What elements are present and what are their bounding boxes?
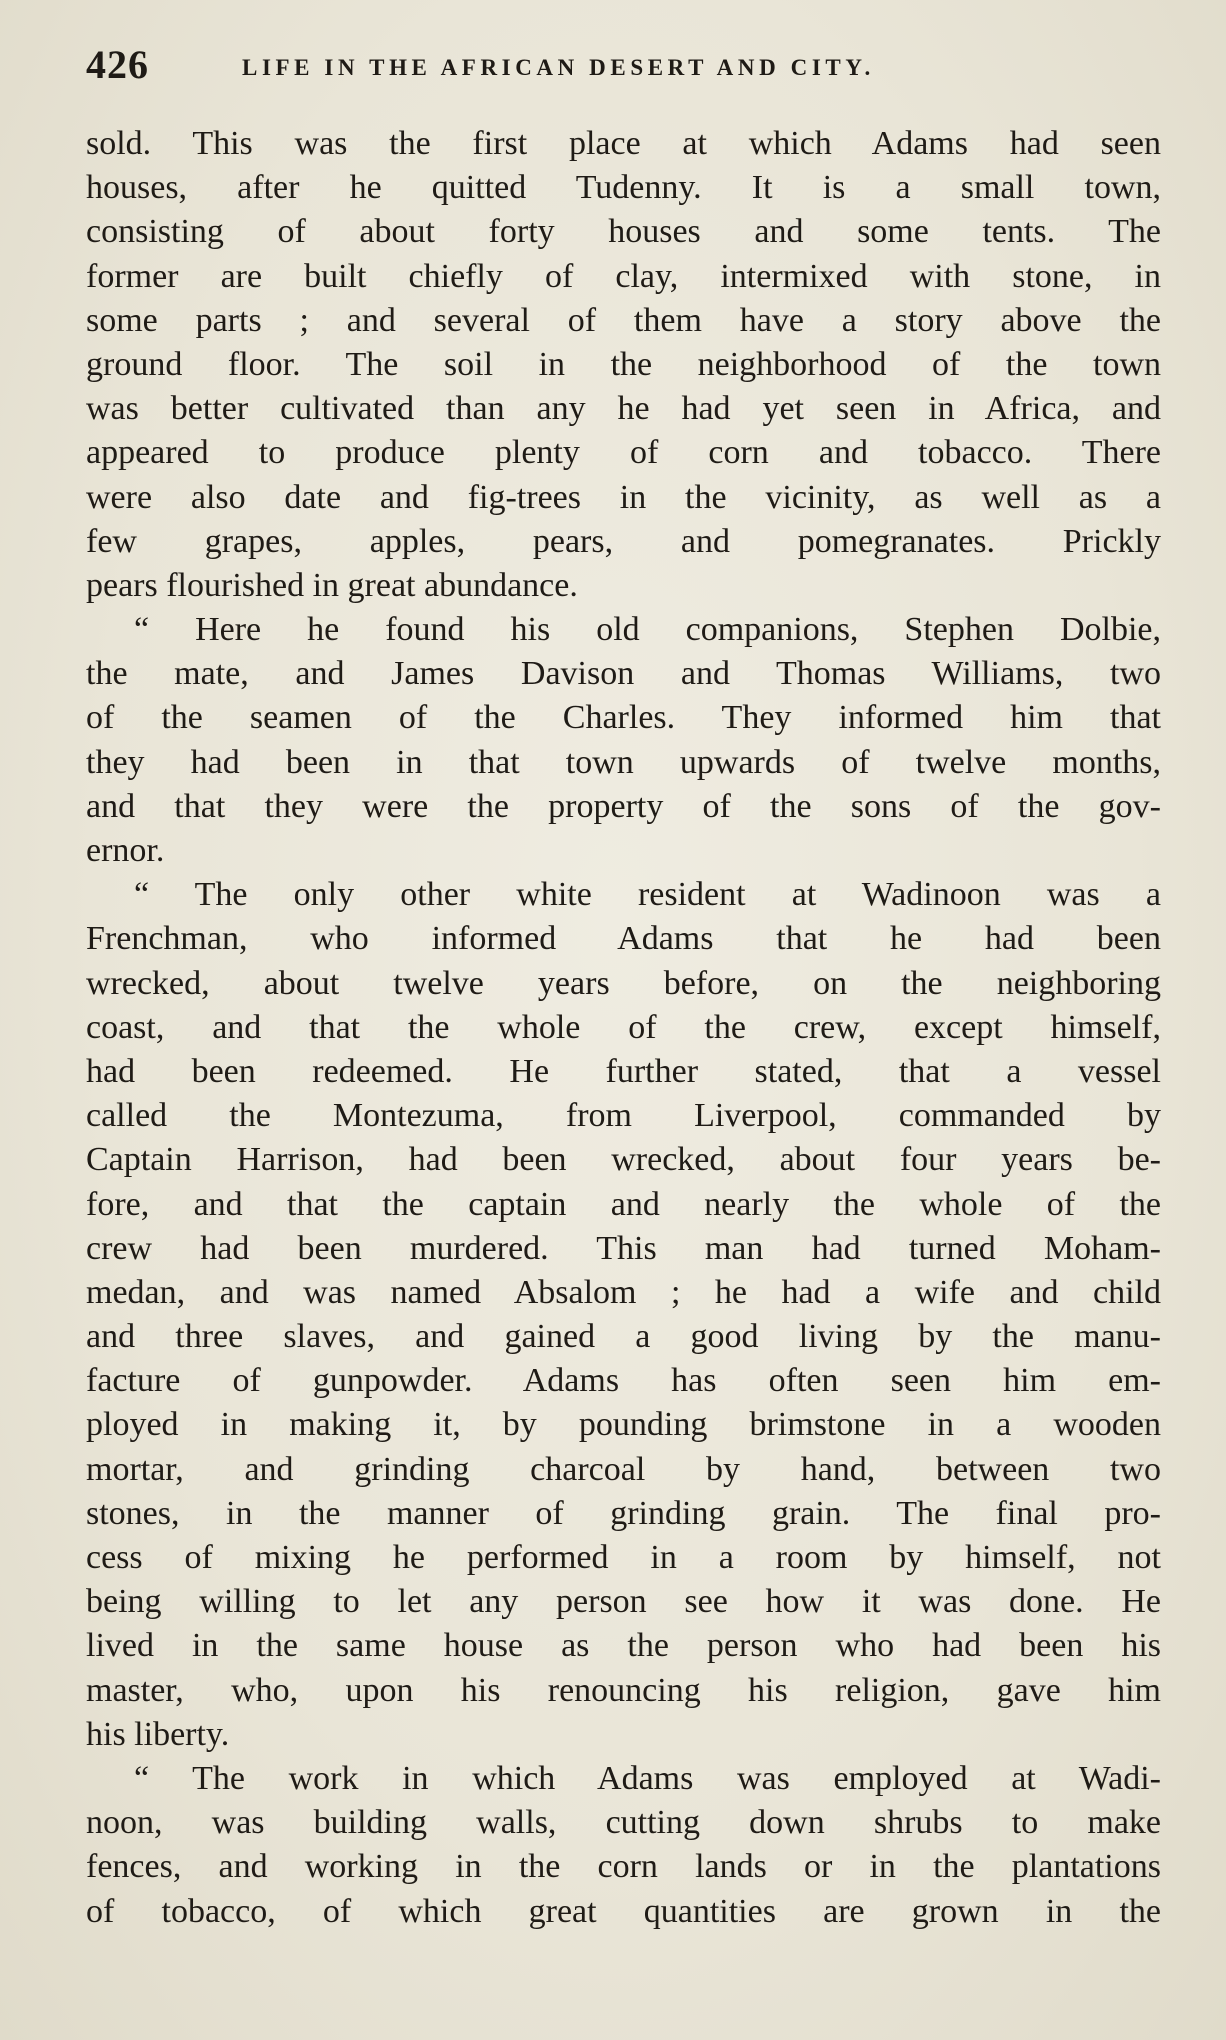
text-line: his liberty. <box>86 1715 230 1753</box>
text-line: cess of mixing he performed in a room by himself, not <box>86 1539 1161 1576</box>
text-line: pears flourished in great abundance. <box>86 566 578 604</box>
text-line: they had been in that town upwards of twelve months, <box>86 743 1161 781</box>
text-line: ground floor. The soil in the neighborhood of the town <box>86 345 1161 383</box>
text-line: ployed in making it, by pounding brimstone in a wooden <box>86 1406 1161 1444</box>
text-line: and that they were the property of the sons of the gov- <box>86 787 1161 825</box>
text-line: sold. This was the first place at which Adams had seen <box>86 125 1161 162</box>
paragraph <box>86 1757 1161 1934</box>
text-line: noon, was building walls, cutting down shrubs to make <box>86 1804 1161 1842</box>
text-line: “ The work in which Adams was employed at Wadi- <box>134 1759 1161 1797</box>
text-line: wrecked, about twelve years before, on the neighboring <box>86 964 1161 1002</box>
running-head <box>86 40 1161 90</box>
text-line: of tobacco, of which great quantities are grown in the <box>86 1892 1161 1930</box>
paragraph <box>86 608 1161 873</box>
text-line: “ The only other white resident at Wadinoon was a <box>134 876 1161 914</box>
text-line: medan, and was named Absalom ; he had a wife and child <box>86 1273 1161 1311</box>
text-line: ernor. <box>86 832 165 869</box>
text-line: few grapes, apples, pears, and pomegranates. Prickly <box>86 522 1161 560</box>
text-line: were also date and fig-trees in the vicinity, as well as a <box>86 478 1161 516</box>
text-line: Frenchman, who informed Adams that he had been <box>86 920 1161 958</box>
text-line: had been redeemed. He further stated, that a vessel <box>86 1052 1161 1090</box>
text-line: “ Here he found his old companions, Stephen Dolbie, <box>134 611 1161 649</box>
text-line: stones, in the manner of grinding grain. The final pro- <box>86 1494 1161 1532</box>
text-line: appeared to produce plenty of corn and tobacco. There <box>86 434 1161 472</box>
text-line: former are built chiefly of clay, intermixed with stone, in <box>86 257 1161 295</box>
text-line: fore, and that the captain and nearly the whole of the <box>86 1185 1161 1223</box>
text-line: was better cultivated than any he had yet seen in Africa, and <box>86 390 1161 428</box>
page-number: 426 <box>86 42 149 87</box>
paragraph <box>86 122 1161 608</box>
text-line: facture of gunpowder. Adams has often seen him em- <box>86 1362 1161 1400</box>
text-line: being willing to let any person see how it was done. He <box>86 1583 1161 1621</box>
text-line: some parts ; and several of them have a story above the <box>86 301 1161 339</box>
running-title: LIFE IN THE AFRICAN DESERT AND CITY. <box>242 55 875 80</box>
text-line: houses, after he quitted Tudenny. It is a small town, <box>86 169 1161 207</box>
paragraph <box>86 873 1161 1757</box>
text-line: and three slaves, and gained a good living by the manu- <box>86 1318 1161 1356</box>
text-line: fences, and working in the corn lands or in the plantations <box>86 1848 1161 1886</box>
text-line: crew had been murdered. This man had turned Moham- <box>86 1229 1161 1267</box>
body-text <box>86 122 1161 1934</box>
text-line: lived in the same house as the person who had been his <box>86 1627 1161 1665</box>
text-line: the mate, and James Davison and Thomas Williams, two <box>86 655 1161 693</box>
text-line: mortar, and grinding charcoal by hand, between two <box>86 1450 1161 1488</box>
text-line: coast, and that the whole of the crew, except himself, <box>86 1008 1161 1046</box>
text-line: called the Montezuma, from Liverpool, commanded by <box>86 1097 1161 1135</box>
text-line: Captain Harrison, had been wrecked, about four years be- <box>86 1141 1161 1179</box>
text-line: consisting of about forty houses and some tents. The <box>86 213 1161 251</box>
text-line: master, who, upon his renouncing his religion, gave him <box>86 1671 1161 1709</box>
text-line: of the seamen of the Charles. They informed him that <box>86 699 1161 737</box>
